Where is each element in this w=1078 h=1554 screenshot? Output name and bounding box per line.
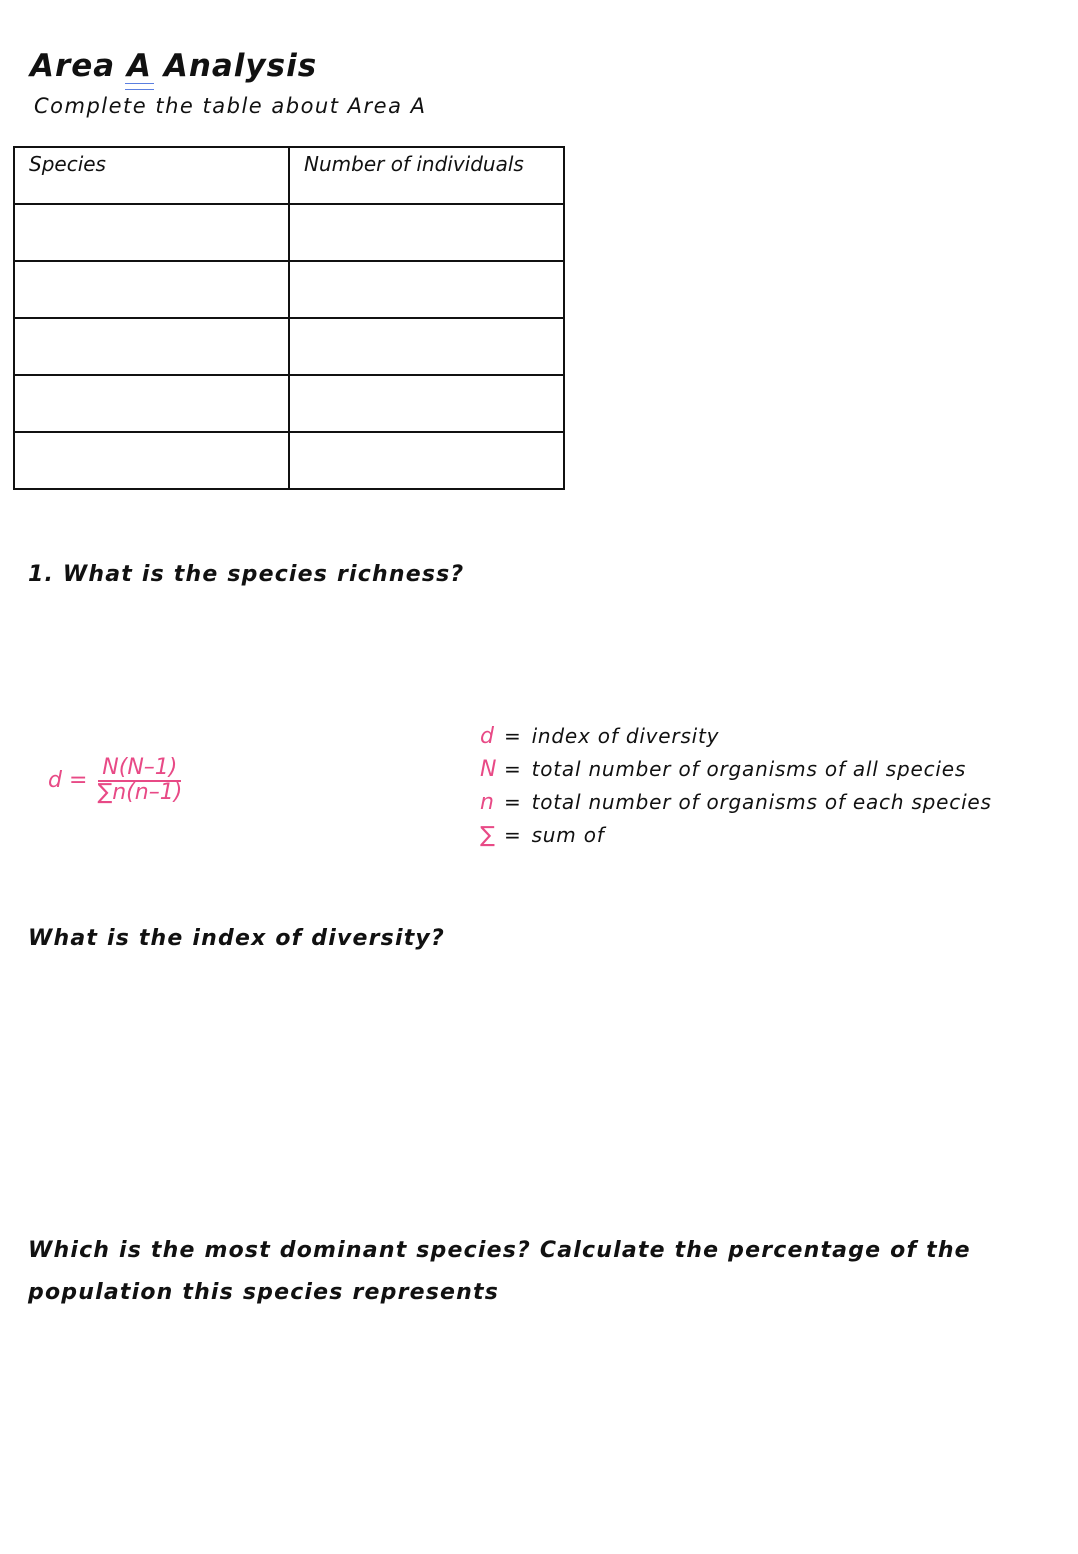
table-instruction: Complete the table about Area A <box>34 94 427 118</box>
header-species: Species <box>14 147 289 204</box>
table-header-row <box>14 147 564 204</box>
title-suffix: Analysis <box>163 48 318 84</box>
header-number-of-individuals: Number of individuals <box>289 147 564 204</box>
formula-lhs: d = <box>48 767 88 793</box>
table-row <box>14 432 564 489</box>
legend-item <box>480 720 992 753</box>
count-cell[interactable] <box>289 261 564 318</box>
legend-symbol: n <box>480 790 495 815</box>
legend-equals: = <box>504 790 522 814</box>
formula-fraction <box>97 756 182 804</box>
count-cell[interactable] <box>289 432 564 489</box>
formula-denominator: ∑n(n–1) <box>97 780 183 805</box>
question-index-of-diversity: What is the index of diversity? <box>28 926 445 951</box>
formula-numerator: N(N–1) <box>98 756 181 782</box>
legend-equals: = <box>504 757 522 781</box>
species-cell[interactable] <box>14 318 289 375</box>
count-cell[interactable] <box>289 204 564 261</box>
count-cell[interactable] <box>289 318 564 375</box>
table-row <box>14 261 564 318</box>
species-cell[interactable] <box>14 204 289 261</box>
legend-definition: index of diversity <box>531 724 720 748</box>
legend-definition: total number of organisms of all species <box>531 757 967 781</box>
legend-symbol: ∑ <box>480 823 496 848</box>
formula-legend <box>480 720 992 852</box>
legend-item <box>480 786 992 819</box>
title-area-letter: A <box>127 48 153 84</box>
legend-definition: total number of organisms of each species <box>531 790 992 814</box>
question-species-richness: 1. What is the species richness? <box>28 562 465 587</box>
legend-item <box>480 819 992 852</box>
table-row <box>14 204 564 261</box>
legend-symbol: d <box>480 724 495 749</box>
species-cell[interactable] <box>14 261 289 318</box>
question-dominant-species: Which is the most dominant species? Calculate the percentage of the population this species represents <box>28 1238 971 1305</box>
legend-equals: = <box>504 823 522 847</box>
legend-symbol: N <box>480 757 498 782</box>
species-cell[interactable] <box>14 432 289 489</box>
title-prefix: Area <box>30 48 116 84</box>
page-title <box>30 48 317 84</box>
legend-equals: = <box>504 724 522 748</box>
table-row <box>14 375 564 432</box>
legend-definition: sum of <box>531 823 605 847</box>
species-cell[interactable] <box>14 375 289 432</box>
species-table <box>13 146 565 490</box>
count-cell[interactable] <box>289 375 564 432</box>
legend-item <box>480 753 992 786</box>
table-row <box>14 318 564 375</box>
diversity-formula <box>48 756 182 804</box>
